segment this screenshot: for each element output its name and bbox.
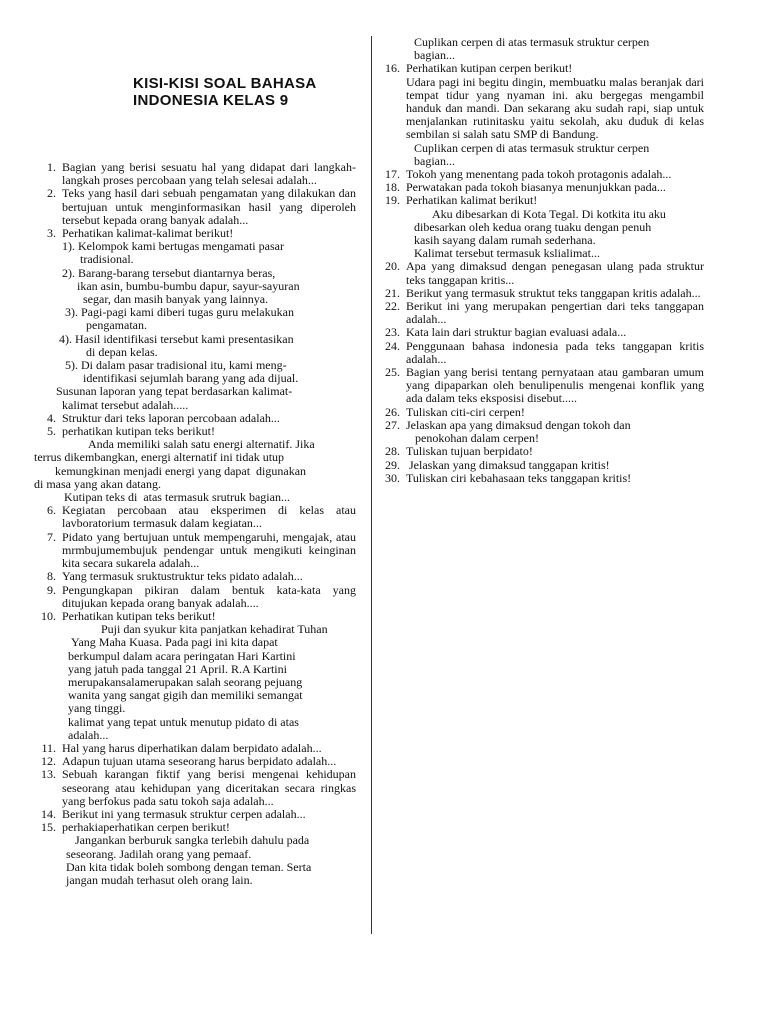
question-text: perhakiaperhatikan cerpen berikut! [62, 820, 230, 835]
question-text: Perhatikan kutipan teks berikut! [62, 608, 216, 623]
question-24 [380, 340, 704, 366]
question-number: 22. [385, 299, 400, 314]
question-text: Berikut ini yang termasuk struktur cerpen adalah... [62, 806, 306, 821]
question-10-passage: Puji dan syukur kita panjatkan kehadirat Tuhan Yang Maha Kuasa. Pada pagi ini kita dapat berkumpul dalam acara peringatan Hari Kartini yang jatuh pada tanggal 21 April. R.A Kartini merupakansalamerupakan salah seorang pejuang wanita yang sangat gigih dan memiliki semangat yang tinggi. kalimat yang tepat untuk menutup pidato di atas adalah... [68, 622, 328, 742]
question-text: Adapun tujuan utama seseorang harus berpidato adalah... [62, 754, 337, 769]
question-13 [36, 768, 356, 808]
question-text: Jelaskan apa yang dimaksud dengan tokoh dan penokohan dalam cerpen! [406, 417, 631, 446]
question-29 [380, 459, 704, 472]
question-number: 28. [385, 444, 400, 459]
question-number: 17. [385, 167, 400, 182]
question-number: 30. [385, 470, 400, 485]
question-7 [36, 531, 356, 571]
question-2 [36, 187, 356, 227]
question-text: Pidato yang bertujuan untuk mempengaruhi, mengajak, atau mrmbujumembujuk pendengar untuk mengikuti keinginan kita secara sukarela adalah... [62, 529, 356, 571]
question-5-passage: Anda memiliki salah satu energi alternatif. Jika terrus dikembangkan, energi alternatif ini tidak utup kemungkinan menjadi energi yang dapat digunakan di masa yang akan datang. Kutipan teks di atas termasuk srutruk bagian... [34, 437, 315, 505]
question-19 [380, 194, 704, 207]
question-number: 3. [47, 226, 56, 241]
question-text: Pengungkapan pikiran dalam bentuk kata-kata yang ditujukan kepada orang banyak adalah.... [62, 582, 356, 610]
question-25 [380, 366, 704, 406]
question-text: Berikut ini yang merupakan pengertian dari teks tanggapan adalah... [406, 299, 704, 327]
question-number: 15. [41, 820, 56, 835]
question-number: 16. [385, 61, 400, 76]
question-text: Perwatakan pada tokoh biasanya menunjukkan pada... [406, 180, 666, 195]
question-8 [36, 570, 356, 583]
question-number: 5. [47, 424, 56, 439]
question-text: Tokoh yang menentang pada tokoh protagonis adalah... [406, 167, 672, 182]
question-number: 27. [385, 417, 400, 432]
question-text: Apa yang dimaksud dengan penegasan ulang pada struktur teks tanggapan kritis... [406, 259, 704, 287]
question-number: 19. [385, 193, 400, 208]
question-27 [380, 419, 704, 445]
question-number: 12. [41, 754, 56, 769]
question-text: Kegiatan percobaan atau eksperimen di kelas atau lavboratorium termasuk dalam kegiatan... [62, 503, 356, 531]
question-text: Perhatikan kalimat-kalimat berikut! [62, 226, 234, 241]
left-column [36, 161, 356, 887]
question-20 [380, 260, 704, 286]
question-text: Teks yang hasil dari sebuah pengamatan yang dilakukan dan bertujuan untuk menginformasikan hasil yang diperoleh tersebut kepada orang banyak adalah... [62, 186, 356, 227]
question-text: Sebuah karangan fiktif yang berisi mengenai kehidupan seseorang atau kehidupan yang diceritakan secara ringkas yang berfokus pada satu tokoh saja adalah... [62, 767, 356, 808]
page-title: KISI-KISI SOAL BAHASA INDONESIA KELAS 9 [133, 75, 317, 109]
question-number: 14. [41, 806, 56, 821]
question-text: Yang termasuk sruktustruktur teks pidato adalah... [62, 569, 303, 584]
question-number: 7. [47, 529, 56, 544]
question-text: Bagian yang berisi tentang pernyataan atau gambaran umum yang dipaparkan oleh benulipenulis mengenai konflik yang ada dalam teks eksposisi disebut..... [406, 365, 704, 406]
question-number: 4. [47, 410, 56, 425]
question-text: Tuliskan citi-ciri cerpen! [406, 404, 525, 419]
question-30 [380, 472, 704, 485]
question-9 [36, 584, 356, 610]
question-number: 23. [385, 325, 400, 340]
question-text: Struktur dari teks laporan percobaan adalah... [62, 410, 280, 425]
question-15-ask: Cuplikan cerpen di atas termasuk struktur cerpen bagian... [414, 35, 650, 63]
question-number: 13. [41, 767, 56, 782]
question-text: Jelaskan yang dimaksud tanggapan kritis! [406, 457, 610, 472]
question-number: 10. [41, 608, 56, 623]
question-text: Tuliskan ciri kebahasaan teks tanggapan kritis! [406, 470, 632, 485]
question-16 [380, 62, 704, 75]
question-22 [380, 300, 704, 326]
question-15-passage: Jangankan berburuk sangka terlebih dahulu pada seseorang. Jadilah orang yang pemaaf. Dan kita tidak boleh sombong dengan teman. Serta jangan mudah terhasut oleh orang lain. [66, 833, 312, 887]
question-text: Berikut yang termasuk struktut teks tanggapan kritis adalah... [406, 285, 701, 300]
question-3-sentences: 1). Kelompok kami bertugas mengamati pasar tradisional. 2). Barang-barang tersebut diantarnya beras, ikan asin, bumbu-bumbu dapur, sayur-sayuran segar, dan masih banyak yang lainnya. 3). Pagi-pagi kami diberi tugas guru melakukan pengamatan. 4). Hasil identifikasi tersebut kami presentasikan di depan kelas. 5). Di dalam pasar tradisional itu, kami meng- identifikasi sejumlah barang yang ada dijual. Susunan laporan yang tepat berdasarkan kalimat- kalimat tersebut adalah..... [56, 239, 300, 412]
question-number: 1. [47, 160, 56, 174]
question-number: 9. [47, 582, 56, 597]
question-16-passage: Udara pagi ini begitu dingin, membuatku malas beranjak dari tempat tidur yang nyaman ini. aku bergegas mengambil handuk dan mandi. Dan sekarang aku sudah rapi, siap untuk menjalankan rutinitasku yaitu sekolah, aku duduk di kelas sembilan si salah satu SMP di Bandung. [406, 74, 704, 142]
question-number: 25. [385, 365, 400, 380]
question-text: Tuliskan tujuan berpidato! [406, 444, 533, 459]
question-number: 26. [385, 404, 400, 419]
question-6 [36, 504, 356, 530]
question-number: 20. [385, 259, 400, 274]
question-number: 8. [47, 569, 56, 584]
question-16-ask: Cuplikan cerpen di atas termasuk struktur cerpen bagian... [414, 140, 650, 168]
question-text: Penggunaan bahasa indonesia pada teks tanggapan kritis adalah... [406, 338, 704, 366]
question-text: Perhatikan kalimat berikut! [406, 193, 538, 208]
question-number: 21. [385, 285, 400, 300]
question-number: 29. [385, 457, 400, 472]
question-26 [380, 406, 704, 419]
question-number: 18. [385, 180, 400, 195]
question-text: Kata lain dari struktur bagian evaluasi adala... [406, 325, 627, 340]
question-23 [380, 326, 704, 339]
question-number: 2. [47, 186, 56, 201]
question-19-passage: Aku dibesarkan di Kota Tegal. Di kotkita itu aku dibesarkan oleh kedua orang tuaku dengan penuh kasih sayang dalam rumah sederhana. Kalimat tersebut termasuk kslialimat... [414, 206, 666, 261]
question-number: 24. [385, 338, 400, 353]
question-text: Bagian yang berisi sesuatu hal yang didapat dari langkah-langkah proses percobaan yang telah selesai adalah... [62, 160, 356, 188]
question-text: Perhatikan kutipan cerpen berikut! [406, 61, 573, 76]
question-number: 6. [47, 503, 56, 518]
question-28 [380, 445, 704, 458]
question-number: 11. [41, 740, 56, 755]
question-1 [36, 161, 356, 187]
question-text: Hal yang harus diperhatikan dalam berpidato adalah... [62, 740, 322, 755]
column-divider [371, 36, 372, 934]
question-text: perhatikan kutipan teks berikut! [62, 424, 215, 439]
right-column [380, 36, 704, 485]
